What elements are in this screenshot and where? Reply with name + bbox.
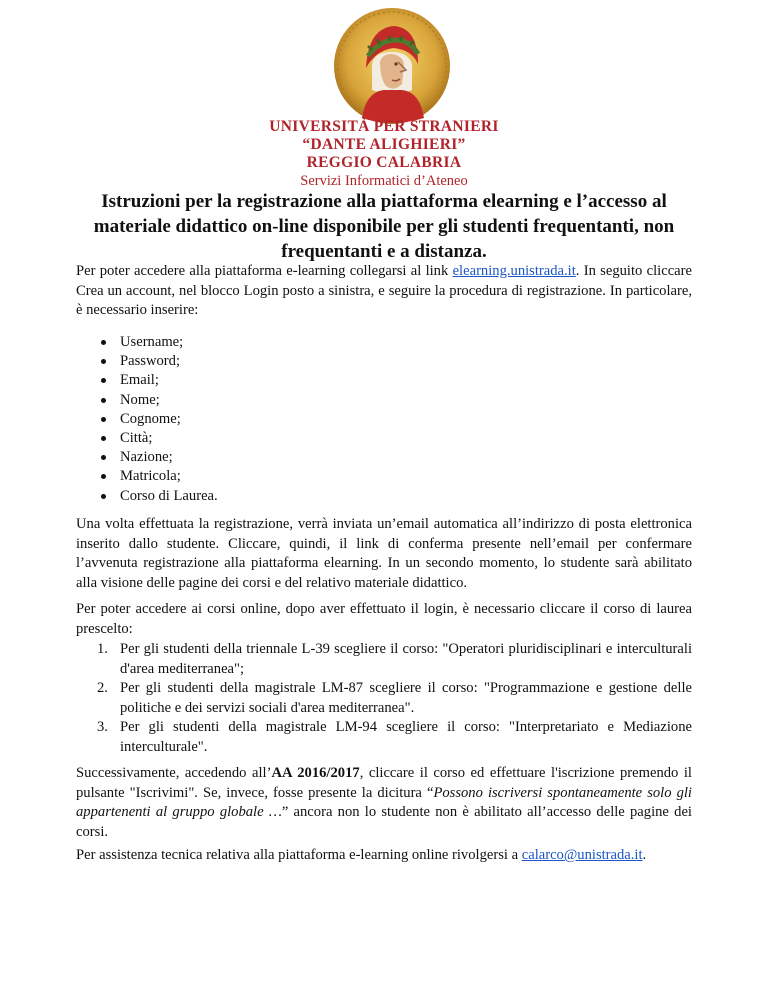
list-item: [76, 391, 218, 410]
list-item-text: Città;: [120, 430, 153, 447]
list-item-text: Per gli studenti della triennale L-39 scegliere il corso: "Operatori pluridisciplinari e interculturali d'area mediterranea";: [120, 641, 692, 677]
bullet-icon: [101, 340, 106, 345]
bullet-icon: [101, 494, 106, 499]
elearning-link[interactable]: elearning.unistrada.it: [452, 263, 576, 279]
list-item: [76, 718, 692, 757]
support-email-link[interactable]: calarco@unistrada.it: [521, 847, 643, 863]
list-item: [76, 429, 218, 448]
list-item-text: Corso di Laurea.: [120, 487, 218, 504]
university-name-line-1: UNIVERSITÀ PER STRANIERI: [269, 118, 499, 135]
list-item-text: Cognome;: [120, 410, 181, 427]
list-item-text: Email;: [120, 372, 159, 389]
enrollment-text: , cliccare il corso ed effettuare l'iscrizione premendo il pulsante "Iscrivimi". Se, invece, fosse presente la dicitura “: [76, 765, 692, 801]
dante-portrait-seal-icon: [332, 6, 452, 126]
department-name: Servizi Informatici d’Ateneo: [300, 173, 468, 189]
enrollment-text: Successivamente, accedendo all’: [76, 765, 272, 781]
list-item-text: Nazione;: [120, 449, 173, 466]
list-item: [76, 352, 218, 371]
intro-text-before-link: Per poter accedere alla piattaforma e-learning collegarsi al link: [76, 263, 453, 279]
academic-year: AA 2016/2017: [271, 765, 360, 781]
bullet-icon: [101, 398, 106, 403]
bullet-icon: [101, 359, 106, 364]
list-item-text: Per gli studenti della magistrale LM-87 scegliere il corso: "Programmazione e gestione delle politiche e dei servizi sociali d'area mediterranea".: [120, 680, 692, 716]
bullet-icon: [101, 455, 106, 460]
enrollment-paragraph: [76, 764, 692, 842]
list-item-text: Matricola;: [120, 468, 181, 485]
list-item: [76, 467, 218, 486]
list-item: [76, 410, 218, 429]
university-name-line-2: “DANTE ALIGHIERI”: [302, 136, 466, 153]
courses-list: [76, 640, 692, 758]
list-item-text: Password;: [120, 353, 180, 370]
support-text: .: [642, 847, 647, 863]
list-item: [76, 640, 692, 679]
university-name-line-3: REGGIO CALABRIA: [306, 154, 462, 171]
required-fields-list: [76, 333, 218, 506]
bullet-icon: [101, 436, 106, 441]
list-item-text: Per gli studenti della magistrale LM-94 scegliere il corso: "Interpretariato e Mediazione interculturale".: [120, 719, 692, 755]
support-text: Per assistenza tecnica relativa alla piattaforma e-learning online rivolgersi a: [76, 847, 522, 863]
list-item-text: Nome;: [120, 391, 160, 408]
support-paragraph: [76, 846, 692, 866]
document-title: Istruzioni per la registrazione alla piattaforma elearning e l’accesso al materiale didattico on-line disponibile per gli studenti frequentanti, non frequentanti e a distanza.: [93, 191, 675, 262]
intro-text-after-link: . In seguito cliccare Crea un account, nel blocco Login posto a sinistra, e seguire la procedura di registrazione. In particolare, è necessario inserire:: [76, 263, 692, 319]
list-item-number: 1.: [97, 641, 108, 657]
bullet-icon: [101, 378, 106, 383]
list-item-number: 3.: [97, 719, 108, 736]
enrollment-text: ” ancora non lo studente non è abilitato all’accesso delle pagine dei corsi.: [76, 804, 692, 840]
list-item: [76, 333, 218, 352]
bullet-icon: [101, 417, 106, 422]
list-item-number: 2.: [97, 680, 108, 697]
intro-paragraph: [76, 262, 692, 321]
list-item-text: Username;: [120, 334, 184, 350]
list-item: [76, 371, 218, 390]
enrollment-italic-notice: Possono iscriversi spontaneamente solo gli appartenenti al gruppo globale …: [76, 784, 692, 821]
confirmation-paragraph: Una volta effettuata la registrazione, verrà inviata un’email automatica all’indirizzo di posta elettronica inserito dallo studente. Cliccare, quindi, il link di conferma presente nell’email per confermare l’avvenuta registrazione alla piattaforma elearning. In un secondo momento, lo studente sarà abilitato alla visione delle pagine dei corsi e del relativo materiale didattico.: [76, 516, 692, 591]
courses-intro-paragraph: Per poter accedere ai corsi online, dopo aver effettuato il login, è necessario cliccare il corso di laurea prescelto:: [76, 601, 692, 637]
list-item: [76, 679, 692, 718]
list-item: [76, 448, 218, 467]
bullet-icon: [101, 474, 106, 479]
list-item: [76, 487, 218, 506]
